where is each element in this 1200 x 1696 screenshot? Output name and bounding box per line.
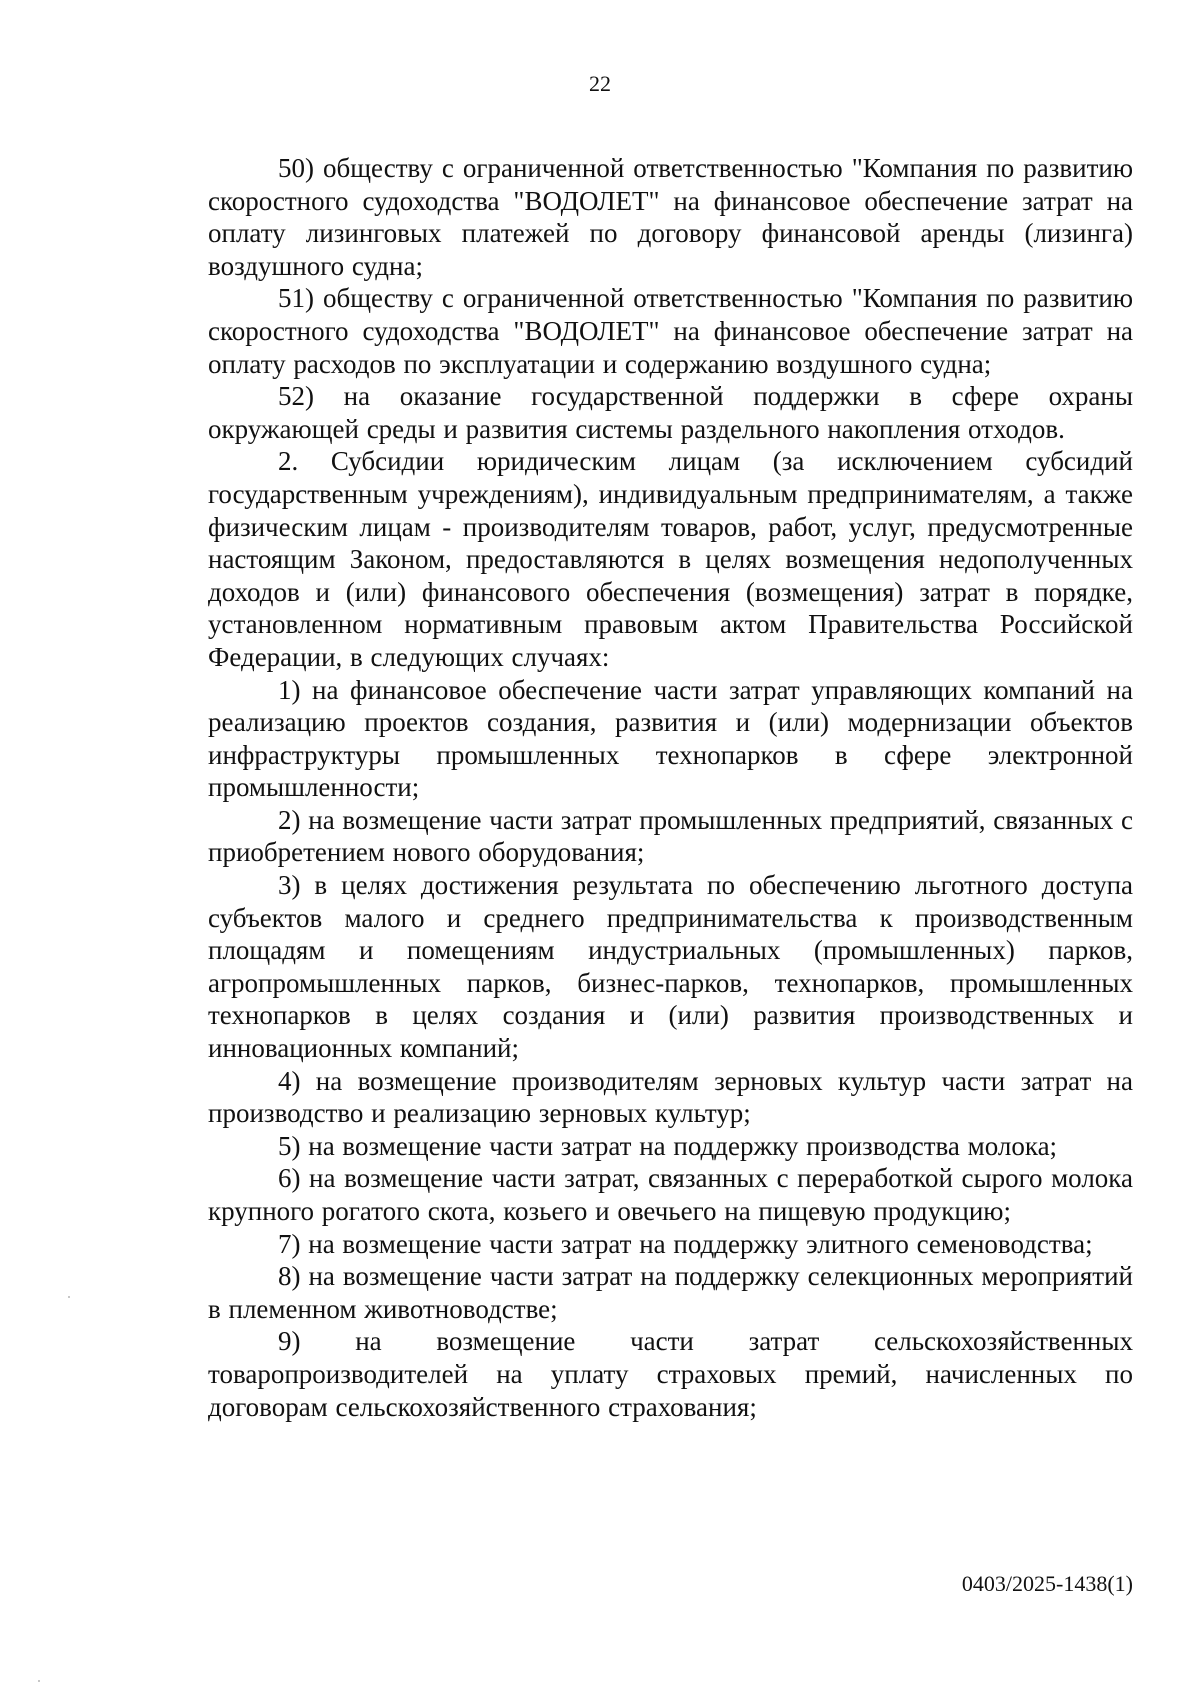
list-item-7: 7) на возмещение части затрат на поддержку элитного семеноводства; <box>278 1228 1093 1259</box>
list-item-50: 50) обществу с ограниченной ответственностью "Компания по развитию скоростного судоходства "ВОДОЛЕТ" на финансовое обеспечение затрат на оплату лизинговых платежей по договору финансовой аренды (лизинга) воздушного судна; <box>208 153 1133 281</box>
list-item-4: 4) на возмещение производителям зерновых культур части затрат на производство и реализацию зерновых культур; <box>208 1065 1133 1129</box>
document-code: 0403/2025-1438(1) <box>961 1571 1133 1596</box>
scan-speck <box>68 1296 70 1298</box>
list-item-6: 6) на возмещение части затрат, связанных с переработкой сырого молока крупного рогатого скота, козьего и овечьего на пищевую продукцию; <box>208 1163 1133 1226</box>
list-item-5: 5) на возмещение части затрат на поддержку производства молока; <box>278 1130 1058 1161</box>
list-item-3: 3) в целях достижения результата по обеспечению льготного доступа субъектов малого и среднего предпринимательства к производственным площадям и помещениям индустриальных (промышленных) парков, агропромышленных парков, бизнес-парков, технопарков, промышленных технопарков в целях создания и (или) развития производственных и инновационных компаний; <box>208 870 1133 1064</box>
document-body <box>208 152 1133 1423</box>
list-item-2: 2) на возмещение части затрат промышленных предприятий, связанных с приобретением нового оборудования; <box>208 804 1133 868</box>
scan-speck <box>38 1680 40 1682</box>
list-item-9: 9) на возмещение части затрат сельскохозяйственных товаропроизводителей на уплату страховых премий, начисленных по договорам сельскохозяйственного страхования; <box>208 1326 1133 1422</box>
list-item-8: 8) на возмещение части затрат на поддержку селекционных мероприятий в племенном животноводстве; <box>208 1261 1133 1324</box>
list-item-1: 1) на финансовое обеспечение части затрат управляющих компаний на реализацию проектов создания, развития и (или) модернизации объектов инфраструктуры промышленных технопарков в сфере электронной промышленности; <box>208 674 1133 803</box>
section-2-paragraph: 2. Субсидии юридическим лицам (за исключением субсидий государственным учреждениям), индивидуальным предпринимателям, а также физическим лицам - производителям товаров, работ, услуг, предусмотренные настоящим Законом, предоставляются в целях возмещения недополученных доходов и (или) финансового обеспечения (возмещения) затрат в порядке, установленном нормативным правовым актом Правительства Российской Федерации, в следующих случаях: <box>208 446 1133 672</box>
page-number: 22 <box>589 71 611 96</box>
list-item-52: 52) на оказание государственной поддержки в сфере охраны окружающей среды и развития системы раздельного накопления отходов. <box>208 381 1133 444</box>
list-item-51: 51) обществу с ограниченной ответственностью "Компания по развитию скоростного судоходства "ВОДОЛЕТ" на финансовое обеспечение затрат на оплату расходов по эксплуатации и содержанию воздушного судна; <box>208 283 1133 379</box>
